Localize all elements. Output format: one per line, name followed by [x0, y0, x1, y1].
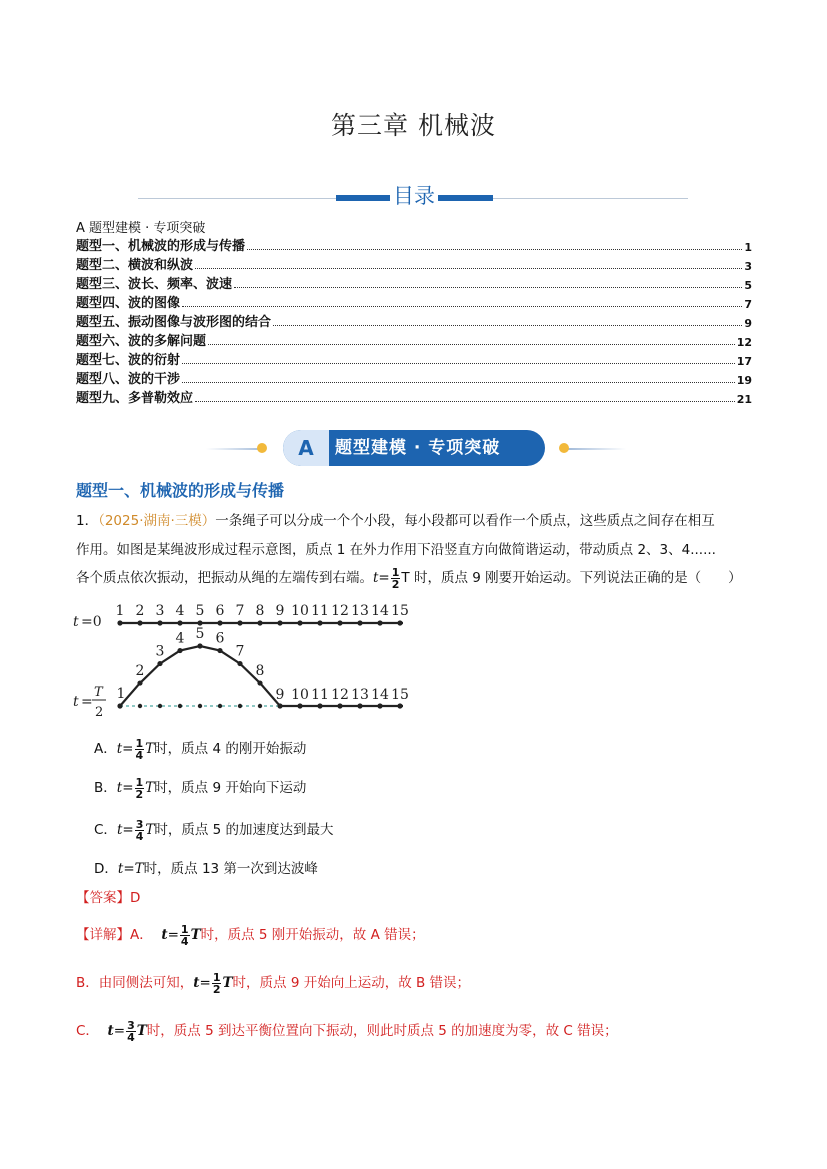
toc-leader [182, 363, 735, 364]
toc-leader [195, 268, 742, 269]
answer: 【答案】D [76, 890, 141, 906]
row1-point-13 [357, 620, 362, 625]
row2-point-12 [337, 703, 342, 708]
row1-label-t: t [73, 614, 79, 630]
row2-point-3 [157, 661, 162, 666]
row2-point-label: 11 [311, 687, 329, 703]
row1-point-label: 4 [175, 603, 185, 619]
row2-point-1 [117, 703, 122, 708]
row1-point-15 [397, 620, 402, 625]
toc-item-label: 题型五、振动图像与波形图的结合 [76, 315, 272, 330]
toc-heading-bar-right [437, 195, 493, 201]
explanation-line-3: C． t= $\frac{3}{4}$ T时，质点 5 到达平衡位置向下振动，则此时质点 5 的加速度为零，故 C 错误； [76, 1018, 618, 1044]
row1-point-label: 10 [291, 603, 309, 619]
banner-letter: A [283, 430, 329, 466]
toc-item-page: 17 [736, 355, 752, 368]
row1-point-4 [177, 620, 182, 625]
row2-point-5 [197, 643, 202, 648]
fraction: $\frac{1}{2}$ [135, 775, 144, 801]
explanation-line-1: 【详解】A． t= $\frac{1}{4}$ T时，质点 5 刚开始振动，故 A 错误； [76, 922, 425, 948]
row2-point-label: 4 [175, 630, 185, 647]
row1-point-label: 6 [215, 603, 225, 619]
row2-point-label: 12 [331, 687, 349, 703]
row2-label-t: t [73, 694, 79, 710]
row2-point-label: 15 [391, 687, 409, 703]
row2-point-label: 10 [291, 687, 309, 703]
row1-point-10 [297, 620, 302, 625]
toc-item[interactable] [76, 236, 752, 254]
toc-item-label: 题型六、波的多解问题 [76, 334, 207, 349]
row2-point-11 [317, 703, 322, 708]
row2-equilibrium-point [218, 704, 222, 708]
row2-equilibrium-point [258, 704, 262, 708]
row2-point-label: 1 [116, 686, 126, 702]
row1-point-label: 3 [155, 603, 165, 619]
toc-item-label: 题型四、波的图像 [76, 296, 181, 311]
row1-point-label: 12 [331, 603, 349, 619]
row2-equilibrium-point [178, 704, 182, 708]
row1-point-label: 14 [371, 603, 389, 619]
toc-item-page: 3 [744, 260, 752, 273]
question-line-1: 1．（2025·湖南·三模）一条绳子可以分成一个个小段，每小段都可以看作一个质点，这些质点之间存在相互 [76, 513, 715, 529]
row1-point-label: 9 [275, 603, 285, 619]
section-title: 题型一、机械波的形成与传播 [76, 481, 285, 500]
row1-point-label: 15 [391, 603, 409, 619]
toc-item-label: 题型八、波的干涉 [76, 372, 181, 387]
row2-point-6 [217, 648, 222, 653]
row1-point-12 [337, 620, 342, 625]
row2-point-14 [377, 703, 382, 708]
banner-dot-right [559, 443, 569, 453]
row2-point-label: 2 [135, 663, 145, 680]
row2-equilibrium-point [198, 704, 202, 708]
fraction: $\frac{1}{4}$ [180, 922, 189, 948]
row2-equilibrium-point [138, 704, 142, 708]
row2-equilibrium-point [158, 704, 162, 708]
row1-point-label: 8 [255, 603, 265, 619]
toc-leader [234, 287, 742, 288]
row2-point-10 [297, 703, 302, 708]
row1-point-label: 7 [235, 603, 245, 619]
row1-point-3 [157, 620, 162, 625]
row1-point-2 [137, 620, 142, 625]
explanation-line-2: B．由同侧法可知，t= $\frac{1}{2}$ T时，质点 9 开始向上运动，故 B 错误； [76, 970, 471, 996]
toc-leader [273, 325, 742, 326]
row2-point-label: 6 [215, 630, 225, 647]
option-d[interactable]: D．t=T时，质点 13 第一次到达波峰 [94, 861, 318, 877]
option-b[interactable]: B．t= $\frac{1}{2}$ T时，质点 9 开始向下运动 [94, 775, 307, 801]
toc-heading: 目录 [390, 180, 438, 210]
toc-item-label: 题型七、波的衍射 [76, 353, 181, 368]
row2-point-label: 14 [371, 687, 389, 703]
fraction: $\frac{1}{2}$ [391, 565, 400, 591]
toc-item[interactable] [76, 293, 752, 311]
row1-point-9 [277, 620, 282, 625]
row2-point-9 [277, 703, 282, 708]
question-source: （2025·湖南·三模） [98, 513, 216, 529]
row1-point-11 [317, 620, 322, 625]
page-title: 第三章 机械波 [331, 111, 496, 140]
banner-rule-right [566, 448, 626, 450]
toc-item-label: 题型一、机械波的形成与传播 [76, 239, 246, 254]
toc-item-page: 7 [744, 298, 752, 311]
row1-point-6 [217, 620, 222, 625]
row2-point-8 [257, 680, 262, 685]
row1-point-label: 1 [115, 603, 125, 619]
toc-item-page: 1 [744, 241, 752, 254]
option-c[interactable]: C．t= $\frac{3}{4}$ T时，质点 5 的加速度达到最大 [94, 817, 334, 843]
toc-leader [195, 401, 735, 402]
fraction: $\frac{1}{4}$ [135, 736, 144, 762]
row1-point-label: 2 [135, 603, 145, 619]
row2-point-label: 8 [255, 663, 265, 680]
option-a[interactable]: A．t= $\frac{1}{4}$ T时，质点 4 的刚开始振动 [94, 736, 307, 762]
toc-item-page: 12 [736, 336, 752, 349]
question-line-2: 作用。如图是某绳波形成过程示意图，质点 1 在外力作用下沿竖直方向做简谐运动，带动质点 2、3、4...... [76, 542, 716, 558]
toc-item[interactable] [76, 274, 752, 292]
row2-point-label: 7 [235, 643, 245, 660]
row2-point-label: 13 [351, 687, 369, 703]
toc-item-label: 题型三、波长、频率、波速 [76, 277, 233, 292]
toc-heading-bar-left [336, 195, 392, 201]
toc-item[interactable] [76, 312, 752, 330]
toc-item[interactable] [76, 255, 752, 273]
row2-equilibrium-point [238, 704, 242, 708]
toc-item-page: 21 [736, 393, 752, 406]
question-line-3: 各个质点依次振动，把振动从绳的左端传到右端。t= $\frac{1}{2}$ T 时，质点 9 刚要开始运动。下列说法正确的是（ ） [76, 565, 742, 591]
fraction: $\frac{1}{2}$ [212, 970, 221, 996]
row1-label-rest: =0 [81, 614, 102, 630]
row1-point-8 [257, 620, 262, 625]
toc-item[interactable] [76, 388, 752, 406]
toc-leader [208, 344, 735, 345]
row1-point-label: 13 [351, 603, 369, 619]
banner-dot-left [257, 443, 267, 453]
row1-point-14 [377, 620, 382, 625]
toc-item-label: 题型九、多普勒效应 [76, 391, 194, 406]
toc-item-page: 9 [744, 317, 752, 330]
row2-point-15 [397, 703, 402, 708]
toc-leader [247, 249, 742, 250]
row2-point-13 [357, 703, 362, 708]
row2-label-eq: = [81, 694, 93, 710]
rope-wave-figure [70, 598, 420, 726]
toc-item-label: 题型二、横波和纵波 [76, 258, 194, 273]
row2-label-den: 2 [95, 705, 104, 720]
toc-item[interactable] [76, 331, 752, 349]
toc-leader [182, 306, 742, 307]
fraction: $\frac{3}{4}$ [127, 1018, 135, 1044]
row2-point-7 [237, 661, 242, 666]
row2-point-label: 3 [155, 643, 165, 660]
toc-leader [182, 382, 735, 383]
fraction: $\frac{3}{4}$ [135, 817, 144, 843]
banner-text: 题型建模 · 专项突破 [335, 438, 501, 458]
row1-point-5 [197, 620, 202, 625]
toc-item-page: 19 [736, 374, 752, 387]
toc-subheading: A 题型建模 · 专项突破 [76, 221, 206, 236]
row2-point-2 [137, 680, 142, 685]
toc-item-page: 5 [744, 279, 752, 292]
toc-item[interactable] [76, 350, 752, 368]
row2-point-label: 5 [195, 626, 205, 642]
row1-point-label: 11 [311, 603, 329, 619]
row2-point-4 [177, 648, 182, 653]
row2-label-num: T [94, 685, 103, 700]
toc-item[interactable] [76, 369, 752, 387]
row1-point-1 [117, 620, 122, 625]
row1-point-label: 5 [195, 603, 205, 619]
row2-point-label: 9 [275, 687, 285, 703]
row1-point-7 [237, 620, 242, 625]
